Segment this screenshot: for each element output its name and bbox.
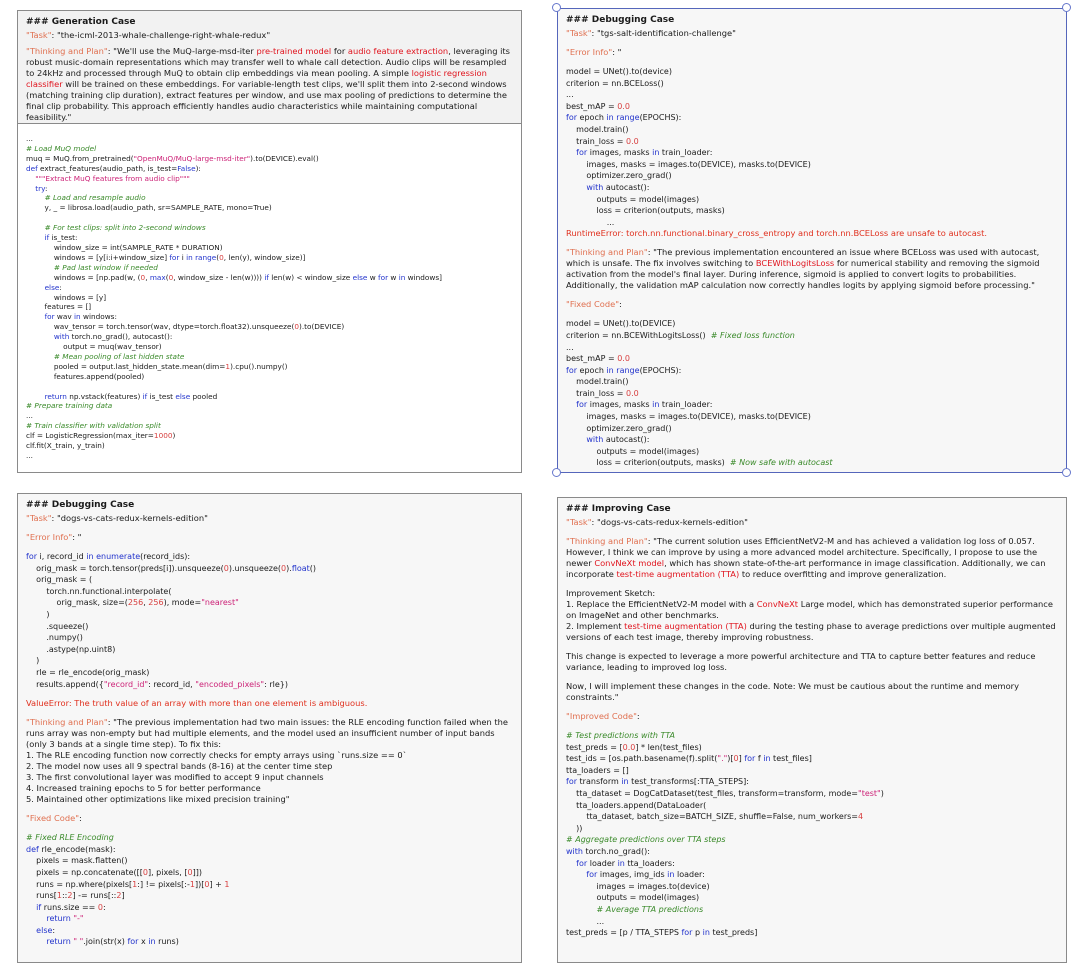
improving-plan: "Thinking and Plan": "The current solution uses EfficientNetV2-M and has achieved a validation log loss of 0.057. However, I think we can improve by using a more advanced model architecture. Specifically, I propose to use the newer ConvNeXt model, which has shown state-of-the-art performance in image classification. Additionally, we can incorporate test-time augmentation (TTA) to reduce overfitting and improve generalization.	[566, 536, 1046, 579]
improved-code-block: # Test predictions with TTA test_preds = [0.0] * len(test_files) test_ids = [os.path.basename(f).split(".")[0] for f in test_files] tta_loaders = [] for transform in test_transforms[:TTA_STEPS]: tta_dataset = DogCatDataset(test_files, transform=transform, mode="test") tta_loaders.append(DataLoader( tta_dataset, batch_size=BATCH_SIZE, shuffle=False, num_workers=4 )) # Aggregate predictions over TTA steps with torch.no_grad(): for loader in tta_loaders: for images, img_ids in loader: images = images.to(device) outputs = model(images) # Average TTA predictions ... test_preds = [p / TTA_STEPS for p in test_preds]	[566, 731, 884, 938]
improving-paragraph-1: This change is expected to leverage a more powerful architecture and TTA to capture better features and reduce variance, leading to improved log loss.	[566, 651, 1036, 672]
debugging-tgs-error-label: "Error Info": "	[566, 47, 622, 57]
improving-case-panel	[557, 497, 1067, 963]
improvement-sketch-title: Improvement Sketch:	[566, 588, 656, 598]
debugging-dogs-plan: "Thinking and Plan": "The previous implementation had two main issues: the RLE encoding function failed when the runs array was non-empty but had multiple elements, and the model used an insufficient number of input bands (only 3 bands at a single time step). To fix this:	[26, 717, 509, 750]
debugging-case-dogs-panel	[17, 493, 522, 963]
improvement-step-2: 2. Implement test-time augmentation (TTA) during the testing phase to average predictions over multiple augmented versions of each test image, thereby improving robustness.	[566, 621, 1056, 642]
improved-code-label: "Improved Code":	[566, 711, 640, 721]
fix-step: 5. Maintained other optimizations like mixed precision training"	[26, 794, 290, 805]
fix-step: 4. Increased training epochs to 5 for better performance	[26, 783, 261, 794]
fix-step: 3. The first convolutional layer was modified to accept 9 input channels	[26, 772, 324, 783]
selection-handle-top-left[interactable]	[552, 3, 561, 12]
fix-step: 2. The model now uses all 9 spectral bands (8-16) at the center time step	[26, 761, 333, 772]
selection-handle-bottom-right[interactable]	[1062, 468, 1071, 477]
generation-case-panel	[17, 10, 522, 473]
generation-task: "Task": "the-icml-2013-whale-challenge-right-whale-redux"	[26, 30, 271, 40]
generation-plan: "Thinking and Plan": "We'll use the MuQ-large-msd-iter pre-trained model for audio feature extraction, leveraging its robust music-domain representations which may transfer well to whale call detection. Audio clips will be resampled to 24kHz and processed through MuQ to obtain clip embeddings via mean pooling. A simple logistic regression classifier will be trained on these embeddings. For variable-length test clips, we'll split them into 2-second windows (matching training clip duration), extract features per window, and use max pooling of predictions to determine the final clip probability. This approach efficiently handles audio characteristics while maintaining computational feasibility."	[26, 46, 510, 122]
debugging-dogs-title: ### Debugging Case	[26, 500, 135, 510]
fix-step: 1. The RLE encoding function now correctly checks for empty arrays using `runs.size == 0`	[26, 750, 407, 761]
debugging-case-tgs-panel[interactable]	[557, 8, 1067, 473]
selection-handle-top-right[interactable]	[1062, 3, 1071, 12]
runtime-error-message: RuntimeError: torch.nn.functional.binary_cross_entropy and torch.nn.BCELoss are unsafe to autocast.	[566, 228, 988, 239]
selection-handle-bottom-left[interactable]	[552, 468, 561, 477]
improving-title: ### Improving Case	[566, 504, 671, 514]
improving-paragraph-2: Now, I will implement these changes in the code. Note: We must be cautious about the runtime and memory constraints."	[566, 681, 1019, 702]
debugging-dogs-fixed-label: "Fixed Code":	[26, 813, 82, 824]
improvement-step-1: 1. Replace the EfficientNetV2-M model with a ConvNeXt Large model, which has demonstrated superior performance on ImageNet and other benchmarks.	[566, 599, 1053, 620]
improving-task: "Task": "dogs-vs-cats-redux-kernels-edition"	[566, 517, 748, 527]
debugging-tgs-fixed-code: model = UNet().to(DEVICE) criterion = nn.BCEWithLogitsLoss() # Fixed loss function ... best_mAP = 0.0 for epoch in range(EPOCHS): model.train() train_loss = 0.0 for images, masks in train_loader: images, masks = images.to(DEVICE), masks.to(DEVICE) optimizer.zero_grad() with autocast(): outputs = model(images) loss = criterion(outputs, masks) # Now safe with autocast	[566, 319, 833, 468]
debugging-dogs-error-code: for i, record_id in enumerate(record_ids): orig_mask = torch.tensor(preds[i]).unsqueeze(0).unsqueeze(0).float() orig_mask = ( torch.nn.functional.interpolate( orig_mask, size=(256, 256), mode="nearest" ) .squeeze() .numpy() .astype(np.uint8) ) rle = rle_encode(orig_mask) results.append({"record_id": record_id, "encoded_pixels": rle})	[26, 552, 317, 689]
debugging-dogs-error-label: "Error Info": "	[26, 532, 82, 542]
debugging-dogs-task: "Task": "dogs-vs-cats-redux-kernels-edition"	[26, 513, 208, 523]
generation-title: ### Generation Case	[26, 17, 136, 27]
generation-code-block: ... # Load MuQ model muq = MuQ.from_pretrained("OpenMuQ/MuQ-large-msd-iter").to(DEVICE).eval() def extract_features(audio_path, is_test=False): """Extract MuQ features from audio clip""" try: # Load and resample audio y, _ = librosa.load(audio_path, sr=SAMPLE_RATE, mono=True) # For test clips: split into 2-second windows if is_test: window_size = int(SAMPLE_RATE * DURATION) windows = [y[i:i+window_size] for i in range(0, len(y), window_size)] # Pad last window if needed windows = [np.pad(w, (0, max(0, window_size - len(w)))) if len(w) < window_size else w for w in windows] else: windows = [y] features = [] for wav in windows: wav_tensor = torch.tensor(wav, dtype=torch.float32).unsqueeze(0).to(DEVICE) with torch.no_grad(), autocast(): output = muq(wav_tensor) # Mean pooling of last hidden state pooled = output.last_hidden_state.mean(dim=1).cpu().numpy() features.append(pooled) return np.vstack(features) if is_test else pooled # Prepare training data ... # Train classifier with validation split clf = LogisticRegression(max_iter=1000) clf.fit(X_train, y_train) ...	[26, 134, 442, 460]
debugging-tgs-title: ### Debugging Case	[566, 15, 675, 25]
debugging-dogs-fixed-code: # Fixed RLE Encoding def rle_encode(mask): pixels = mask.flatten() pixels = np.concatenate([[0], pixels, [0]]) runs = np.where(pixels[1:] != pixels[:-1])[0] + 1 runs[1::2] -= runs[::2] if runs.size == 0: return "-" else: return " ".join(str(x) for x in runs)	[26, 833, 230, 947]
value-error-message: ValueError: The truth value of an array with more than one element is ambiguous.	[26, 698, 368, 709]
debugging-tgs-task: "Task": "tgs-salt-identification-challenge"	[566, 28, 736, 38]
debugging-tgs-fixed-label: "Fixed Code":	[566, 299, 622, 310]
debugging-tgs-plan: "Thinking and Plan": "The previous implementation encountered an issue where BCELoss was used with autocast, which is unsafe. The fix involves switching to BCEWithLogitsLoss for numerical stability and removing the sigmoid activation from the model's final layer. During inference, sigmoid is applied to convert logits to probabilities. Additionally, the validation mAP calculation now correctly handles logits by applying sigmoid before processing."	[566, 247, 1040, 291]
debugging-tgs-error-code: model = UNet().to(device) criterion = nn.BCELoss() ... best_mAP = 0.0 for epoch in range(EPOCHS): model.train() train_loss = 0.0 for images, masks in train_loader: images, masks = images.to(DEVICE), masks.to(DEVICE) optimizer.zero_grad() with autocast(): outputs = model(images) loss = criterion(outputs, masks) ...	[566, 67, 811, 227]
generation-header	[18, 11, 521, 124]
